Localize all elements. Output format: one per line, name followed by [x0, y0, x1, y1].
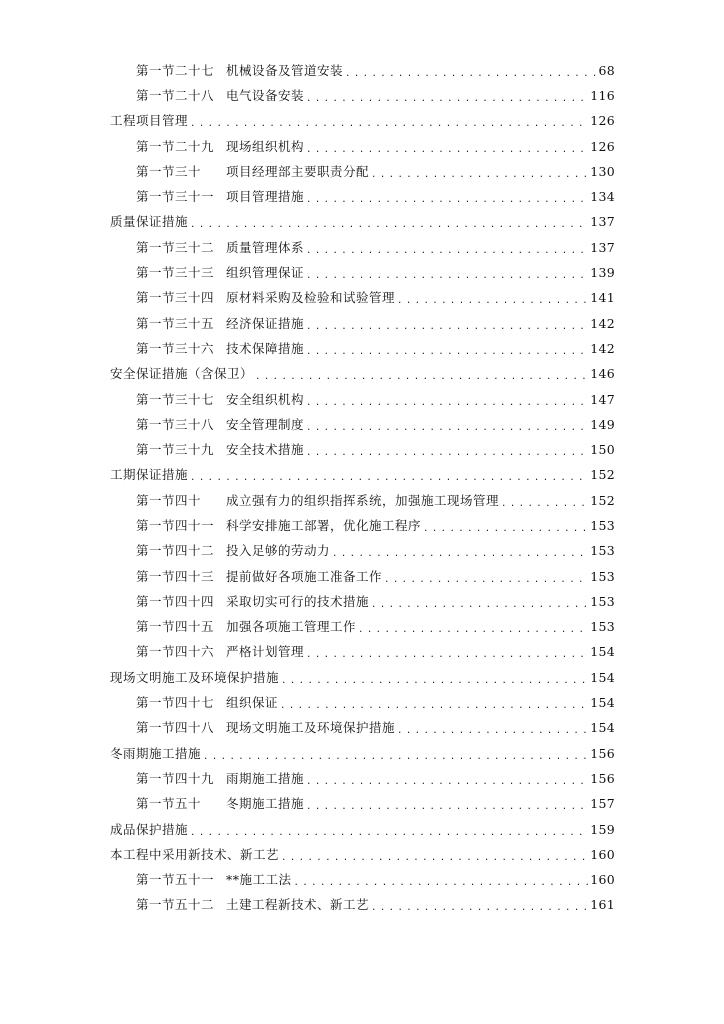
- toc-dot-leader: [306, 319, 588, 335]
- toc-entry-page-number: 161: [590, 897, 615, 913]
- toc-entry-page-number: 160: [590, 846, 615, 862]
- toc-entry-page-number: 154: [590, 695, 615, 711]
- toc-entry-number: 第一节四十二: [136, 543, 215, 559]
- toc-entry-page-number: 137: [590, 214, 615, 230]
- toc-section-entry[interactable]: [0, 716, 724, 741]
- toc-entry-page-number: 134: [590, 189, 615, 205]
- toc-entry-number: 第一节四十七: [136, 695, 215, 711]
- toc-section-entry[interactable]: [0, 640, 724, 665]
- toc-entry-title: 科学安排施工部署，优化施工程序: [226, 517, 422, 533]
- toc-entry-title: 机械设备及管道安装: [226, 62, 344, 78]
- toc-entry-title: 冬雨期施工措施: [110, 745, 202, 761]
- toc-chapter-entry[interactable]: [0, 842, 724, 867]
- toc-chapter-entry[interactable]: [0, 817, 724, 842]
- toc-section-entry[interactable]: [0, 134, 724, 159]
- toc-entry-page-number: 149: [590, 416, 615, 432]
- toc-entry-number: 第一节三十四: [136, 290, 215, 306]
- toc-entry-title: 严格计划管理: [226, 644, 305, 660]
- toc-dot-leader: [190, 217, 588, 233]
- toc-entry-page-number: 160: [590, 872, 615, 888]
- toc-entry-title: 本工程中采用新技术、新工艺: [110, 846, 280, 862]
- toc-dot-leader: [306, 91, 588, 107]
- toc-entry-title: 质量保证措施: [110, 214, 189, 230]
- toc-section-entry[interactable]: [0, 184, 724, 209]
- toc-section-entry[interactable]: [0, 387, 724, 412]
- toc-dot-leader: [190, 470, 588, 486]
- toc-entry-page-number: 154: [590, 644, 615, 660]
- toc-entry-title: **施工工法: [226, 872, 292, 888]
- toc-dot-leader: [294, 875, 589, 891]
- toc-entry-title: 安全技术措施: [226, 442, 305, 458]
- toc-chapter-entry[interactable]: [0, 741, 724, 766]
- toc-section-entry[interactable]: [0, 539, 724, 564]
- toc-entry-page-number: 68: [598, 62, 615, 78]
- toc-entry-number: 第一节五十二: [136, 897, 215, 913]
- toc-entry-page-number: 130: [590, 163, 615, 179]
- toc-entry-page-number: 153: [590, 517, 615, 533]
- toc-entry-title: 安全管理制度: [226, 416, 305, 432]
- toc-chapter-entry[interactable]: [0, 109, 724, 134]
- table-of-contents: [0, 58, 724, 918]
- toc-chapter-entry[interactable]: [0, 362, 724, 387]
- toc-entry-number: 第一节五十一: [136, 872, 215, 888]
- toc-entry-title: 安全组织机构: [226, 391, 305, 407]
- toc-chapter-entry[interactable]: [0, 210, 724, 235]
- toc-entry-title: 原材料采购及检验和试验管理: [226, 290, 396, 306]
- toc-entry-title: 成立强有力的组织指挥系统，加强施工现场管理: [226, 492, 500, 508]
- toc-entry-title: 现场组织机构: [226, 138, 305, 154]
- toc-entry-title: 组织管理保证: [226, 265, 305, 281]
- toc-dot-leader: [203, 749, 588, 765]
- toc-dot-leader: [306, 192, 588, 208]
- toc-entry-page-number: 153: [590, 543, 615, 559]
- toc-entry-page-number: 139: [590, 265, 615, 281]
- toc-dot-leader: [306, 445, 588, 461]
- toc-entry-page-number: 147: [590, 391, 615, 407]
- toc-entry-page-number: 141: [590, 290, 615, 306]
- toc-entry-page-number: 153: [590, 619, 615, 635]
- toc-entry-page-number: 157: [590, 796, 615, 812]
- toc-entry-page-number: 146: [590, 366, 615, 382]
- toc-section-entry[interactable]: [0, 83, 724, 108]
- toc-entry-number: 第一节四十八: [136, 720, 215, 736]
- toc-entry-number: 第一节三十二: [136, 239, 215, 255]
- toc-entry-page-number: 126: [590, 138, 615, 154]
- toc-section-entry[interactable]: [0, 513, 724, 538]
- toc-entry-title: 现场文明施工及环境保护措施: [110, 669, 280, 685]
- toc-entry-title: 工程项目管理: [110, 113, 189, 129]
- toc-entry-title: 工期保证措施: [110, 467, 189, 483]
- toc-entry-page-number: 153: [590, 568, 615, 584]
- toc-section-entry[interactable]: [0, 286, 724, 311]
- toc-dot-leader: [345, 66, 596, 82]
- toc-section-entry[interactable]: [0, 766, 724, 791]
- toc-dot-leader: [384, 572, 588, 588]
- toc-entry-page-number: 152: [590, 467, 615, 483]
- toc-entry-page-number: 152: [590, 492, 615, 508]
- toc-entry-number: 第一节三十九: [136, 442, 215, 458]
- toc-entry-title: 成品保护措施: [110, 821, 189, 837]
- toc-dot-leader: [281, 673, 588, 689]
- toc-dot-leader: [280, 698, 588, 714]
- toc-dot-leader: [306, 774, 588, 790]
- toc-entry-title: 项目管理措施: [226, 189, 305, 205]
- toc-dot-leader: [358, 622, 588, 638]
- toc-dot-leader: [332, 546, 588, 562]
- toc-entry-title: 质量管理体系: [226, 239, 305, 255]
- toc-entry-number: 第一节三十七: [136, 391, 215, 407]
- toc-entry-title: 现场文明施工及环境保护措施: [226, 720, 396, 736]
- toc-section-entry[interactable]: [0, 792, 724, 817]
- toc-section-entry[interactable]: [0, 58, 724, 83]
- toc-entry-number: 第一节四十五: [136, 619, 215, 635]
- toc-chapter-entry[interactable]: [0, 665, 724, 690]
- toc-section-entry[interactable]: [0, 868, 724, 893]
- toc-entry-title: 项目经理部主要职责分配: [226, 163, 370, 179]
- toc-section-entry[interactable]: [0, 159, 724, 184]
- toc-section-entry[interactable]: [0, 690, 724, 715]
- toc-entry-page-number: 116: [590, 87, 615, 103]
- toc-dot-leader: [397, 723, 588, 739]
- toc-entry-page-number: 156: [590, 770, 615, 786]
- toc-entry-number: 第一节三十六: [136, 340, 215, 356]
- toc-dot-leader: [306, 420, 588, 436]
- toc-section-entry[interactable]: [0, 260, 724, 285]
- toc-entry-page-number: 126: [590, 113, 615, 129]
- toc-entry-number: 第一节三十三: [136, 265, 215, 281]
- toc-section-entry[interactable]: [0, 235, 724, 260]
- toc-dot-leader: [306, 268, 588, 284]
- toc-dot-leader: [190, 825, 588, 841]
- toc-entry-title: 提前做好各项施工准备工作: [226, 568, 383, 584]
- toc-dot-leader: [306, 142, 588, 158]
- toc-entry-number: 第一节三十八: [136, 416, 215, 432]
- toc-entry-page-number: 154: [590, 669, 615, 685]
- toc-entry-number: 第一节四十六: [136, 644, 215, 660]
- toc-chapter-entry[interactable]: [0, 463, 724, 488]
- toc-section-entry[interactable]: [0, 437, 724, 462]
- toc-entry-title: 投入足够的劳动力: [226, 543, 331, 559]
- toc-dot-leader: [423, 521, 588, 537]
- toc-dot-leader: [371, 900, 588, 916]
- toc-entry-page-number: 137: [590, 239, 615, 255]
- toc-entry-title: 土建工程新技术、新工艺: [226, 897, 370, 913]
- toc-dot-leader: [306, 344, 588, 360]
- toc-entry-number: 第一节三十五: [136, 315, 215, 331]
- toc-section-entry[interactable]: [0, 564, 724, 589]
- toc-section-entry[interactable]: [0, 615, 724, 640]
- toc-entry-title: 技术保障措施: [226, 340, 305, 356]
- toc-section-entry[interactable]: [0, 336, 724, 361]
- toc-entry-title: 组织保证: [226, 695, 279, 711]
- toc-entry-title: 雨期施工措施: [226, 770, 305, 786]
- toc-section-entry[interactable]: [0, 893, 724, 918]
- toc-entry-number: 第一节二十七: [136, 62, 215, 78]
- toc-entry-page-number: 153: [590, 593, 615, 609]
- toc-dot-leader: [371, 597, 588, 613]
- toc-entry-title: 冬期施工措施: [226, 796, 305, 812]
- toc-dot-leader: [255, 369, 588, 385]
- toc-dot-leader: [190, 116, 588, 132]
- toc-entry-page-number: 142: [590, 315, 615, 331]
- toc-dot-leader: [281, 850, 588, 866]
- toc-dot-leader: [397, 293, 588, 309]
- toc-entry-number: 第一节四十九: [136, 770, 215, 786]
- toc-entry-number: 第一节二十八: [136, 87, 215, 103]
- toc-entry-page-number: 154: [590, 720, 615, 736]
- toc-entry-page-number: 142: [590, 340, 615, 356]
- toc-entry-number: 第一节五十: [136, 796, 202, 812]
- toc-entry-number: 第一节四十一: [136, 517, 215, 533]
- toc-entry-page-number: 156: [590, 745, 615, 761]
- toc-entry-page-number: 150: [590, 442, 615, 458]
- toc-entry-number: 第一节三十: [136, 163, 202, 179]
- toc-dot-leader: [306, 799, 588, 815]
- toc-dot-leader: [306, 395, 588, 411]
- toc-entry-number: 第一节二十九: [136, 138, 215, 154]
- toc-section-entry[interactable]: [0, 311, 724, 336]
- toc-entry-title: 采取切实可行的技术措施: [226, 593, 370, 609]
- toc-dot-leader: [306, 647, 588, 663]
- toc-section-entry[interactable]: [0, 412, 724, 437]
- toc-entry-number: 第一节四十三: [136, 568, 215, 584]
- toc-dot-leader: [371, 167, 588, 183]
- toc-entry-title: 经济保证措施: [226, 315, 305, 331]
- toc-entry-page-number: 159: [590, 821, 615, 837]
- toc-entry-title: 安全保证措施（含保卫）: [110, 366, 254, 382]
- toc-entry-number: 第一节四十: [136, 492, 202, 508]
- toc-entry-number: 第一节三十一: [136, 189, 215, 205]
- toc-section-entry[interactable]: [0, 488, 724, 513]
- toc-section-entry[interactable]: [0, 589, 724, 614]
- toc-dot-leader: [306, 243, 588, 259]
- toc-entry-title: 加强各项施工管理工作: [226, 619, 357, 635]
- toc-dot-leader: [501, 496, 588, 512]
- toc-entry-number: 第一节四十四: [136, 593, 215, 609]
- toc-entry-title: 电气设备安装: [226, 87, 305, 103]
